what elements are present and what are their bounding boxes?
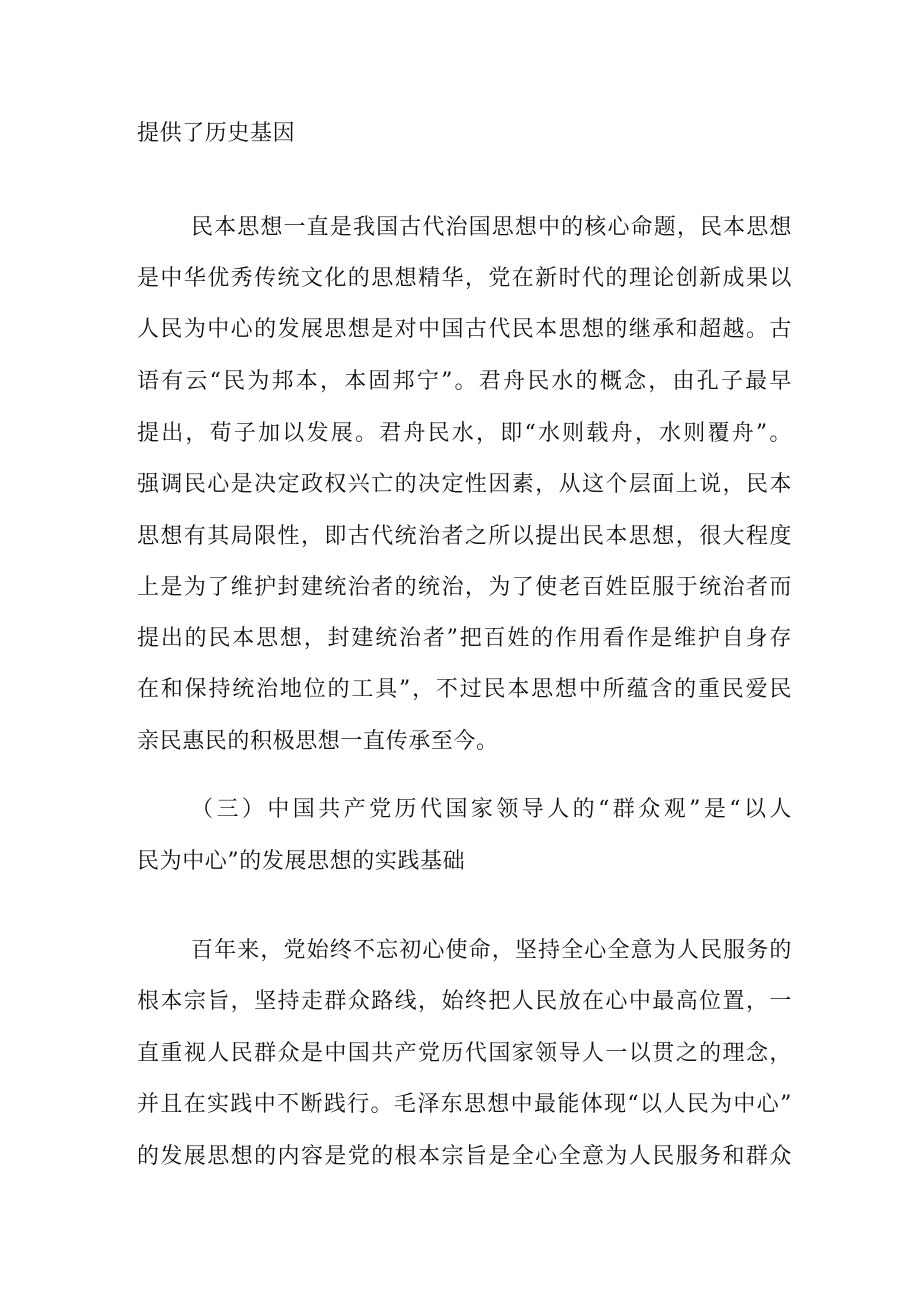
paragraph-line: 提供了历史基因 <box>137 121 296 146</box>
paragraph-line: 并且在实践中不断践行。毛泽东思想中最能体现“以人民为中心” <box>137 1092 792 1117</box>
paragraph-line: 提出，荀子加以发展。君舟民水，即“水则载舟，水则覆舟”。 <box>137 421 792 446</box>
paragraph-line: 的发展思想的内容是党的根本宗旨是全心全意为人民服务和群众 <box>137 1144 792 1169</box>
paragraph-line: 根本宗旨，坚持走群众路线，始终把人民放在心中最高位置，一 <box>137 989 792 1014</box>
paragraph-line: 人民为中心的发展思想是对中国古代民本思想的继承和超越。古 <box>137 317 792 342</box>
paragraph-line: 提出的民本思想，封建统治者”把百姓的作用看作是维护自身存 <box>137 626 792 651</box>
paragraph-line: 思想有其局限性，即古代统治者之所以提出民本思想，很大程度 <box>137 524 792 549</box>
paragraph-line: 直重视人民群众是中国共产党历代国家领导人一以贯之的理念， <box>137 1041 792 1066</box>
paragraph-line: 上是为了维护封建统治者的统治，为了使老百姓臣服于统治者而 <box>137 575 792 600</box>
paragraph-line: 亲民惠民的积极思想一直传承至今。 <box>137 729 499 754</box>
paragraph-line: 强调民心是决定政权兴亡的决定性因素，从这个层面上说，民本 <box>137 472 792 497</box>
section-heading-line: （三）中国共产党历代国家领导人的“群众观”是“以人 <box>191 797 792 822</box>
paragraph-line: 是中华优秀传统文化的思想精华，党在新时代的理论创新成果以 <box>137 266 792 291</box>
paragraph-line: 在和保持统治地位的工具”，不过民本思想中所蕴含的重民爱民 <box>137 677 792 702</box>
paragraph-line: 语有云“民为邦本，本固邦宁”。君舟民水的概念，由孔子最早 <box>137 369 792 394</box>
section-heading-line: 民为中心”的发展思想的实践基础 <box>137 849 466 874</box>
paragraph-line: 百年来，党始终不忘初心使命，坚持全心全意为人民服务的 <box>191 938 792 963</box>
paragraph-line: 民本思想一直是我国古代治国思想中的核心命题，民本思想 <box>191 215 792 240</box>
